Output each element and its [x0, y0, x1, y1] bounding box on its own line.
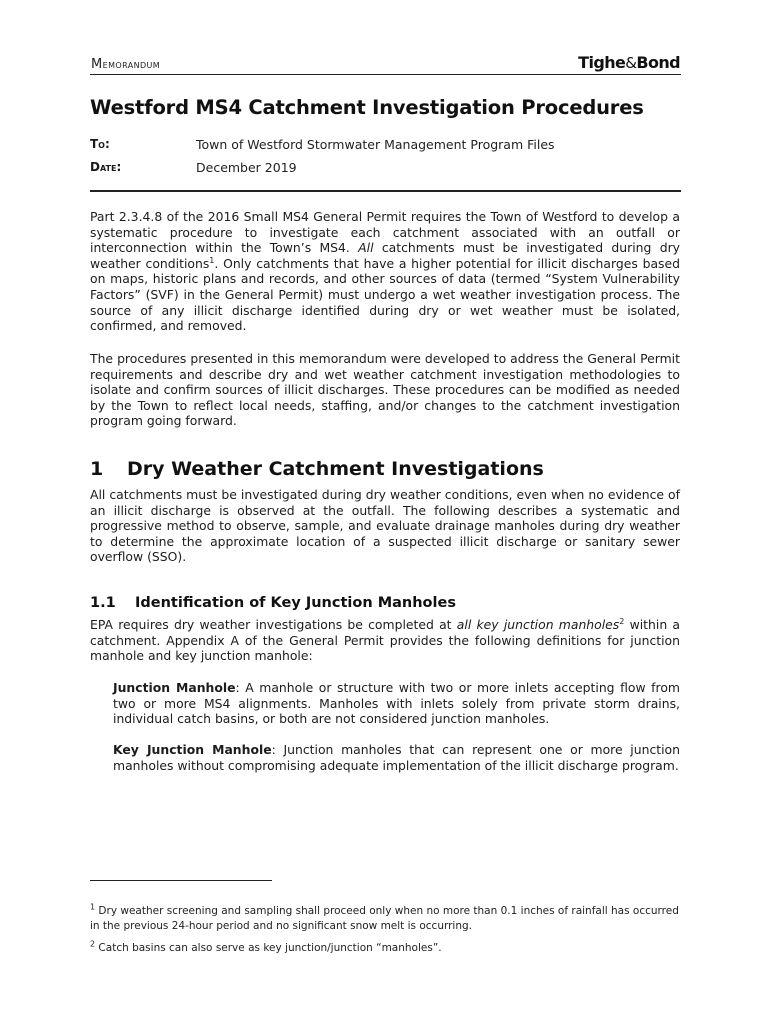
- footnote-divider: [90, 880, 272, 881]
- definition-2-term: Key Junction Manhole: [113, 742, 272, 757]
- footnote-ref-2[interactable]: 2: [619, 616, 625, 626]
- intro-p1-text-b: catchments must be investigated during dry weather conditions: [90, 240, 680, 271]
- footnote-2: [90, 941, 682, 956]
- date-value: December 2019: [196, 160, 297, 175]
- intro-p1-text-c: . Only catchments that have a higher potential for illicit discharges based on maps, historic plans and records, and other sources of data (termed “System Vulnerability Factors” (SVF) in the General Permit) must undergo a wet weather investigation process. The source of any illicit discharge identified during dry or wet weather must be isolated, confirmed, and removed.: [90, 255, 680, 334]
- definition-1-term: Junction Manhole: [113, 680, 236, 695]
- footnote-1-mark: 1: [90, 902, 96, 912]
- section-1-1-emphasis: all key junction manholes: [456, 617, 620, 632]
- intro-p1-text-a: Part 2.3.4.8 of the 2016 Small MS4 General Permit requires the Town of Westford to develop a systematic procedure to investigate each catchment associated with an outfall or interconnection within the Town’s MS4.: [90, 209, 680, 256]
- header-divider: [90, 74, 681, 75]
- memo-header-label: Memorandum: [91, 57, 161, 72]
- definition-key-junction-manhole: [113, 742, 680, 773]
- logo-ampersand: &: [625, 54, 637, 72]
- section-1-number: 1: [90, 458, 104, 480]
- intro-p1-emphasis: All: [358, 240, 374, 256]
- footnote-2-text: Catch basins can also serve as key junction/junction “manholes”.: [95, 942, 442, 954]
- to-value: Town of Westford Stormwater Management Program Files: [196, 137, 555, 152]
- section-1-1-text-b: within a catchment. Appendix A of the General Permit provides the following definitions for junction manhole and key junction manhole:: [90, 617, 681, 664]
- to-label: To:: [90, 137, 110, 151]
- section-1-1-text-a: EPA requires dry weather investigations be completed at: [90, 617, 457, 632]
- footnote-2-mark: 2: [90, 939, 96, 949]
- intro-paragraph-2: The procedures presented in this memorandum were developed to address the General Permit requirements and describe dry and wet weather catchment investigation methodologies to isolate and confirm sources of illicit discharges. These procedures can be modified as needed by the Town to reflect local needs, staffing, and/or changes to the catchment investigation program going forward.: [90, 351, 680, 429]
- memo-title: Westford MS4 Catchment Investigation Procedures: [90, 96, 644, 119]
- footnote-ref-1[interactable]: 1: [209, 255, 215, 265]
- section-1-1-number: 1.1: [90, 595, 116, 611]
- meta-divider: [90, 190, 681, 192]
- logo-part-2: Bond: [636, 53, 680, 72]
- definition-2-text: : Junction manholes that can represent one or more junction manholes without compromising adequate implementation of the illicit discharge program.: [113, 742, 680, 773]
- section-1-body: All catchments must be investigated during dry weather conditions, even when no evidence of an illicit discharge is observed at the outfall. The following describes a systematic and progressive method to observe, sample, and evaluate drainage manholes during dry weather to determine the approximate location of a suspected illicit discharge or sanitary sewer overflow (SSO).: [90, 487, 680, 565]
- definition-1-text: : A manhole or structure with two or more inlets accepting flow from two or more MS4 alignments. Manholes with inlets solely from private storm drains, individual catch basins, or both are not considered junction manholes.: [113, 680, 680, 727]
- section-1-heading: [90, 458, 544, 480]
- logo-part-1: Tighe: [578, 53, 626, 72]
- section-1-1-heading: [90, 595, 456, 611]
- footnote-1-text: Dry weather screening and sampling shall proceed only when no more than 0.1 inches of rainfall has occurred in the previous 24-hour period and no significant snow melt is occurring.: [90, 905, 679, 932]
- definition-junction-manhole: [113, 680, 680, 727]
- footnote-1: [90, 904, 682, 934]
- section-1-title: Dry Weather Catchment Investigations: [127, 458, 544, 480]
- intro-paragraph-1: [90, 209, 680, 334]
- tighe-bond-logo: [578, 53, 680, 72]
- date-label: Date:: [90, 160, 122, 174]
- section-1-1-body: [90, 617, 680, 664]
- section-1-1-title: Identification of Key Junction Manholes: [135, 595, 456, 611]
